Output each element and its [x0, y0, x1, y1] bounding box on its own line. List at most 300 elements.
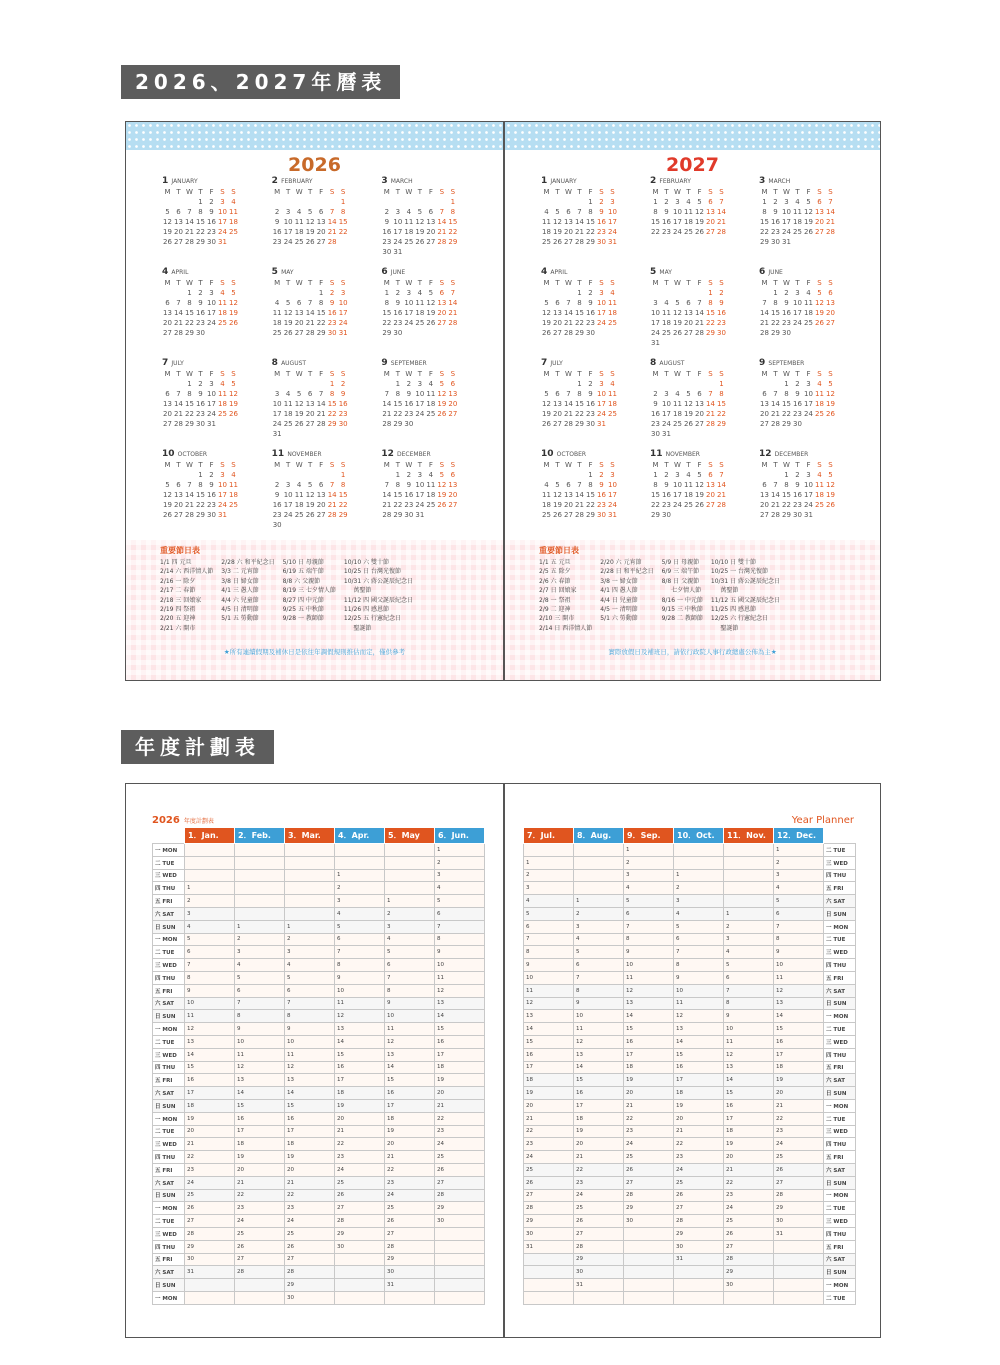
- planner-cell[interactable]: 8: [574, 984, 624, 997]
- planner-cell[interactable]: 18: [674, 1087, 724, 1100]
- planner-cell[interactable]: 19: [774, 1074, 824, 1087]
- planner-cell[interactable]: [335, 856, 385, 869]
- planner-cell[interactable]: 18: [574, 1112, 624, 1125]
- planner-cell[interactable]: 5: [724, 959, 774, 972]
- planner-cell[interactable]: 28: [185, 1227, 235, 1240]
- planner-cell[interactable]: 22: [285, 1189, 335, 1202]
- planner-cell[interactable]: 17: [235, 1125, 285, 1138]
- planner-cell[interactable]: [285, 895, 335, 908]
- planner-cell[interactable]: 14: [435, 1010, 485, 1023]
- planner-cell[interactable]: 7: [185, 959, 235, 972]
- planner-cell[interactable]: 8: [185, 971, 235, 984]
- planner-cell[interactable]: 10: [185, 997, 235, 1010]
- planner-cell[interactable]: [574, 869, 624, 882]
- planner-cell[interactable]: 16: [335, 1061, 385, 1074]
- planner-cell[interactable]: 9: [385, 997, 435, 1010]
- planner-cell[interactable]: 26: [674, 1189, 724, 1202]
- planner-cell[interactable]: [674, 844, 724, 857]
- planner-cell[interactable]: 24: [185, 1176, 235, 1189]
- planner-cell[interactable]: 29: [774, 1202, 824, 1215]
- planner-cell[interactable]: 29: [624, 1202, 674, 1215]
- planner-cell[interactable]: [235, 844, 285, 857]
- planner-cell[interactable]: 3: [774, 869, 824, 882]
- planner-cell[interactable]: 9: [674, 971, 724, 984]
- planner-cell[interactable]: 24: [335, 1163, 385, 1176]
- planner-cell[interactable]: 26: [335, 1189, 385, 1202]
- planner-cell[interactable]: 25: [574, 1202, 624, 1215]
- planner-cell[interactable]: 30: [724, 1279, 774, 1292]
- planner-cell[interactable]: 26: [774, 1163, 824, 1176]
- planner-cell[interactable]: 5: [435, 895, 485, 908]
- planner-cell[interactable]: [235, 1279, 285, 1292]
- planner-cell[interactable]: 25: [235, 1227, 285, 1240]
- planner-cell[interactable]: 14: [724, 1074, 774, 1087]
- planner-cell[interactable]: 4: [435, 882, 485, 895]
- planner-cell[interactable]: [285, 869, 335, 882]
- planner-cell[interactable]: 20: [674, 1112, 724, 1125]
- planner-cell[interactable]: 29: [385, 1253, 435, 1266]
- planner-cell[interactable]: 19: [285, 1151, 335, 1164]
- planner-cell[interactable]: 28: [574, 1240, 624, 1253]
- planner-cell[interactable]: 7: [285, 997, 335, 1010]
- planner-cell[interactable]: 23: [385, 1176, 435, 1189]
- planner-cell[interactable]: 10: [235, 1035, 285, 1048]
- planner-cell[interactable]: 23: [674, 1151, 724, 1164]
- planner-cell[interactable]: 23: [435, 1125, 485, 1138]
- planner-cell[interactable]: 27: [574, 1227, 624, 1240]
- planner-cell[interactable]: 18: [385, 1112, 435, 1125]
- planner-cell[interactable]: 25: [435, 1151, 485, 1164]
- planner-cell[interactable]: 12: [435, 984, 485, 997]
- planner-cell[interactable]: 19: [574, 1125, 624, 1138]
- planner-cell[interactable]: 6: [574, 959, 624, 972]
- planner-cell[interactable]: [435, 1266, 485, 1279]
- planner-cell[interactable]: 21: [185, 1138, 235, 1151]
- planner-cell[interactable]: 17: [774, 1048, 824, 1061]
- planner-cell[interactable]: [724, 869, 774, 882]
- planner-cell[interactable]: 16: [435, 1035, 485, 1048]
- planner-cell[interactable]: 20: [574, 1138, 624, 1151]
- planner-cell[interactable]: 6: [724, 971, 774, 984]
- planner-cell[interactable]: 4: [574, 933, 624, 946]
- planner-cell[interactable]: 26: [185, 1202, 235, 1215]
- planner-cell[interactable]: 22: [724, 1176, 774, 1189]
- planner-cell[interactable]: 25: [524, 1163, 574, 1176]
- planner-cell[interactable]: [524, 844, 574, 857]
- planner-cell[interactable]: [385, 856, 435, 869]
- planner-cell[interactable]: [185, 844, 235, 857]
- planner-cell[interactable]: [674, 856, 724, 869]
- planner-cell[interactable]: 24: [435, 1138, 485, 1151]
- planner-cell[interactable]: [724, 882, 774, 895]
- planner-cell[interactable]: 15: [524, 1035, 574, 1048]
- planner-cell[interactable]: 21: [335, 1125, 385, 1138]
- planner-cell[interactable]: 26: [385, 1215, 435, 1228]
- planner-cell[interactable]: 25: [335, 1176, 385, 1189]
- planner-cell[interactable]: 27: [624, 1176, 674, 1189]
- planner-cell[interactable]: 15: [724, 1087, 774, 1100]
- planner-cell[interactable]: [524, 1279, 574, 1292]
- planner-cell[interactable]: 8: [774, 933, 824, 946]
- planner-cell[interactable]: 19: [524, 1087, 574, 1100]
- planner-cell[interactable]: 16: [674, 1061, 724, 1074]
- planner-cell[interactable]: 24: [235, 1215, 285, 1228]
- planner-cell[interactable]: 7: [624, 920, 674, 933]
- planner-cell[interactable]: 4: [335, 907, 385, 920]
- planner-cell[interactable]: 24: [674, 1163, 724, 1176]
- planner-cell[interactable]: 17: [624, 1048, 674, 1061]
- planner-cell[interactable]: 11: [285, 1048, 335, 1061]
- planner-cell[interactable]: 14: [524, 1023, 574, 1036]
- planner-cell[interactable]: 16: [235, 1112, 285, 1125]
- planner-cell[interactable]: 25: [624, 1151, 674, 1164]
- planner-cell[interactable]: 12: [185, 1023, 235, 1036]
- planner-cell[interactable]: 28: [624, 1189, 674, 1202]
- planner-cell[interactable]: 30: [185, 1253, 235, 1266]
- planner-cell[interactable]: 18: [524, 1074, 574, 1087]
- planner-cell[interactable]: 12: [524, 997, 574, 1010]
- planner-cell[interactable]: [235, 856, 285, 869]
- planner-cell[interactable]: 21: [574, 1151, 624, 1164]
- planner-cell[interactable]: 8: [435, 933, 485, 946]
- planner-cell[interactable]: 13: [624, 997, 674, 1010]
- planner-cell[interactable]: 8: [624, 933, 674, 946]
- planner-cell[interactable]: 27: [674, 1202, 724, 1215]
- planner-cell[interactable]: 2: [235, 933, 285, 946]
- planner-cell[interactable]: 27: [285, 1253, 335, 1266]
- planner-cell[interactable]: 9: [435, 946, 485, 959]
- planner-cell[interactable]: 30: [285, 1291, 335, 1304]
- planner-cell[interactable]: 27: [724, 1240, 774, 1253]
- planner-cell[interactable]: 2: [335, 882, 385, 895]
- planner-cell[interactable]: 29: [285, 1279, 335, 1292]
- planner-cell[interactable]: 4: [285, 959, 335, 972]
- planner-cell[interactable]: 25: [724, 1215, 774, 1228]
- planner-cell[interactable]: 7: [235, 997, 285, 1010]
- planner-cell[interactable]: 30: [624, 1215, 674, 1228]
- planner-cell[interactable]: 25: [674, 1176, 724, 1189]
- planner-cell[interactable]: 20: [385, 1138, 435, 1151]
- planner-cell[interactable]: 26: [574, 1215, 624, 1228]
- planner-cell[interactable]: 4: [235, 959, 285, 972]
- planner-cell[interactable]: 2: [674, 882, 724, 895]
- planner-cell[interactable]: 5: [774, 895, 824, 908]
- planner-cell[interactable]: 22: [385, 1163, 435, 1176]
- planner-cell[interactable]: 10: [385, 1010, 435, 1023]
- planner-cell[interactable]: 8: [335, 959, 385, 972]
- planner-cell[interactable]: 15: [774, 1023, 824, 1036]
- planner-cell[interactable]: [774, 1291, 824, 1304]
- planner-cell[interactable]: 8: [235, 1010, 285, 1023]
- planner-cell[interactable]: 6: [335, 933, 385, 946]
- planner-cell[interactable]: 30: [335, 1240, 385, 1253]
- planner-cell[interactable]: [574, 882, 624, 895]
- planner-cell[interactable]: 15: [435, 1023, 485, 1036]
- planner-cell[interactable]: [385, 1291, 435, 1304]
- planner-cell[interactable]: 8: [674, 959, 724, 972]
- planner-cell[interactable]: 22: [524, 1125, 574, 1138]
- planner-cell[interactable]: 22: [624, 1112, 674, 1125]
- planner-cell[interactable]: [674, 1279, 724, 1292]
- planner-cell[interactable]: [385, 869, 435, 882]
- planner-cell[interactable]: [285, 907, 335, 920]
- planner-cell[interactable]: [624, 1279, 674, 1292]
- planner-cell[interactable]: 28: [335, 1215, 385, 1228]
- planner-cell[interactable]: 9: [285, 1023, 335, 1036]
- planner-cell[interactable]: 4: [385, 933, 435, 946]
- planner-cell[interactable]: 3: [335, 895, 385, 908]
- planner-cell[interactable]: 14: [624, 1010, 674, 1023]
- planner-cell[interactable]: 4: [524, 895, 574, 908]
- planner-cell[interactable]: 4: [724, 946, 774, 959]
- planner-cell[interactable]: 23: [574, 1176, 624, 1189]
- planner-cell[interactable]: 25: [385, 1202, 435, 1215]
- planner-cell[interactable]: 2: [624, 856, 674, 869]
- planner-cell[interactable]: 11: [235, 1048, 285, 1061]
- planner-cell[interactable]: 10: [335, 984, 385, 997]
- planner-cell[interactable]: 7: [774, 920, 824, 933]
- planner-cell[interactable]: 25: [285, 1227, 335, 1240]
- planner-cell[interactable]: 28: [524, 1202, 574, 1215]
- planner-cell[interactable]: [235, 1291, 285, 1304]
- planner-cell[interactable]: 26: [724, 1227, 774, 1240]
- planner-cell[interactable]: 3: [385, 920, 435, 933]
- planner-cell[interactable]: [524, 1253, 574, 1266]
- planner-cell[interactable]: 19: [185, 1112, 235, 1125]
- planner-cell[interactable]: 27: [185, 1215, 235, 1228]
- planner-cell[interactable]: 31: [185, 1266, 235, 1279]
- planner-cell[interactable]: 13: [185, 1035, 235, 1048]
- planner-cell[interactable]: 13: [335, 1023, 385, 1036]
- planner-cell[interactable]: [524, 1266, 574, 1279]
- planner-cell[interactable]: 17: [524, 1061, 574, 1074]
- planner-cell[interactable]: 30: [674, 1240, 724, 1253]
- planner-cell[interactable]: 16: [385, 1087, 435, 1100]
- planner-cell[interactable]: 9: [624, 946, 674, 959]
- planner-cell[interactable]: [674, 1266, 724, 1279]
- planner-cell[interactable]: [335, 844, 385, 857]
- planner-cell[interactable]: 17: [385, 1099, 435, 1112]
- planner-cell[interactable]: 12: [285, 1061, 335, 1074]
- planner-cell[interactable]: 23: [774, 1125, 824, 1138]
- planner-cell[interactable]: 1: [724, 907, 774, 920]
- planner-cell[interactable]: 22: [185, 1151, 235, 1164]
- planner-cell[interactable]: 16: [285, 1112, 335, 1125]
- planner-cell[interactable]: [624, 1253, 674, 1266]
- planner-cell[interactable]: 3: [574, 920, 624, 933]
- planner-cell[interactable]: 18: [774, 1061, 824, 1074]
- planner-cell[interactable]: 29: [435, 1202, 485, 1215]
- planner-cell[interactable]: 15: [235, 1099, 285, 1112]
- planner-cell[interactable]: 14: [385, 1061, 435, 1074]
- planner-cell[interactable]: [185, 1279, 235, 1292]
- planner-cell[interactable]: [724, 895, 774, 908]
- planner-cell[interactable]: 16: [724, 1099, 774, 1112]
- planner-cell[interactable]: 28: [235, 1266, 285, 1279]
- planner-cell[interactable]: 6: [235, 984, 285, 997]
- planner-cell[interactable]: 1: [524, 856, 574, 869]
- planner-cell[interactable]: 19: [435, 1074, 485, 1087]
- planner-cell[interactable]: 10: [774, 959, 824, 972]
- planner-cell[interactable]: 18: [335, 1087, 385, 1100]
- planner-cell[interactable]: [435, 1291, 485, 1304]
- planner-cell[interactable]: 2: [724, 920, 774, 933]
- planner-cell[interactable]: 22: [674, 1138, 724, 1151]
- planner-cell[interactable]: 3: [185, 907, 235, 920]
- planner-cell[interactable]: 13: [435, 997, 485, 1010]
- planner-cell[interactable]: 10: [724, 1023, 774, 1036]
- planner-cell[interactable]: 31: [385, 1279, 435, 1292]
- planner-cell[interactable]: 5: [524, 907, 574, 920]
- planner-cell[interactable]: 3: [435, 869, 485, 882]
- planner-cell[interactable]: 19: [335, 1099, 385, 1112]
- planner-cell[interactable]: 3: [724, 933, 774, 946]
- planner-cell[interactable]: 24: [285, 1215, 335, 1228]
- planner-cell[interactable]: 26: [624, 1163, 674, 1176]
- planner-cell[interactable]: 11: [335, 997, 385, 1010]
- planner-cell[interactable]: 19: [624, 1074, 674, 1087]
- planner-cell[interactable]: 13: [674, 1023, 724, 1036]
- planner-cell[interactable]: 21: [724, 1163, 774, 1176]
- planner-cell[interactable]: [574, 856, 624, 869]
- planner-cell[interactable]: 29: [185, 1240, 235, 1253]
- planner-cell[interactable]: 15: [574, 1074, 624, 1087]
- planner-cell[interactable]: 31: [674, 1253, 724, 1266]
- planner-cell[interactable]: 9: [335, 971, 385, 984]
- planner-cell[interactable]: 2: [524, 869, 574, 882]
- planner-cell[interactable]: [235, 882, 285, 895]
- planner-cell[interactable]: 20: [235, 1163, 285, 1176]
- planner-cell[interactable]: 12: [774, 984, 824, 997]
- planner-cell[interactable]: 21: [524, 1112, 574, 1125]
- planner-cell[interactable]: 12: [235, 1061, 285, 1074]
- planner-cell[interactable]: 5: [385, 946, 435, 959]
- planner-cell[interactable]: [524, 1291, 574, 1304]
- planner-cell[interactable]: 19: [385, 1125, 435, 1138]
- planner-cell[interactable]: 2: [385, 907, 435, 920]
- planner-cell[interactable]: 11: [674, 997, 724, 1010]
- planner-cell[interactable]: [435, 1240, 485, 1253]
- planner-cell[interactable]: 6: [624, 907, 674, 920]
- planner-cell[interactable]: 2: [574, 907, 624, 920]
- planner-cell[interactable]: 4: [185, 920, 235, 933]
- planner-cell[interactable]: 23: [285, 1202, 335, 1215]
- planner-cell[interactable]: 28: [724, 1253, 774, 1266]
- planner-cell[interactable]: 21: [385, 1151, 435, 1164]
- planner-cell[interactable]: 21: [624, 1099, 674, 1112]
- planner-cell[interactable]: 12: [724, 1048, 774, 1061]
- planner-cell[interactable]: 5: [285, 971, 335, 984]
- planner-cell[interactable]: 11: [574, 1023, 624, 1036]
- planner-cell[interactable]: 14: [335, 1035, 385, 1048]
- planner-cell[interactable]: 3: [285, 946, 335, 959]
- planner-cell[interactable]: 1: [385, 895, 435, 908]
- planner-cell[interactable]: 8: [524, 946, 574, 959]
- planner-cell[interactable]: 17: [185, 1087, 235, 1100]
- planner-cell[interactable]: 15: [285, 1099, 335, 1112]
- planner-cell[interactable]: 11: [624, 971, 674, 984]
- planner-cell[interactable]: 30: [435, 1215, 485, 1228]
- planner-cell[interactable]: 21: [674, 1125, 724, 1138]
- planner-cell[interactable]: 11: [524, 984, 574, 997]
- planner-cell[interactable]: 6: [435, 907, 485, 920]
- planner-cell[interactable]: 26: [285, 1240, 335, 1253]
- planner-cell[interactable]: 1: [574, 895, 624, 908]
- planner-cell[interactable]: [285, 882, 335, 895]
- planner-cell[interactable]: 18: [185, 1099, 235, 1112]
- planner-cell[interactable]: 9: [185, 984, 235, 997]
- planner-cell[interactable]: 15: [674, 1048, 724, 1061]
- planner-cell[interactable]: 9: [724, 1010, 774, 1023]
- planner-cell[interactable]: 10: [435, 959, 485, 972]
- planner-cell[interactable]: [624, 1240, 674, 1253]
- planner-cell[interactable]: 26: [235, 1240, 285, 1253]
- planner-cell[interactable]: 2: [185, 895, 235, 908]
- planner-cell[interactable]: 27: [435, 1176, 485, 1189]
- planner-cell[interactable]: [624, 1291, 674, 1304]
- planner-cell[interactable]: 1: [335, 869, 385, 882]
- planner-cell[interactable]: 3: [235, 946, 285, 959]
- planner-cell[interactable]: 11: [774, 971, 824, 984]
- planner-cell[interactable]: 10: [574, 1010, 624, 1023]
- planner-cell[interactable]: 18: [624, 1061, 674, 1074]
- planner-cell[interactable]: 5: [335, 920, 385, 933]
- planner-cell[interactable]: 5: [674, 920, 724, 933]
- planner-cell[interactable]: 20: [335, 1112, 385, 1125]
- planner-cell[interactable]: 2: [435, 856, 485, 869]
- planner-cell[interactable]: 30: [574, 1266, 624, 1279]
- planner-cell[interactable]: 21: [774, 1099, 824, 1112]
- planner-cell[interactable]: 23: [624, 1125, 674, 1138]
- planner-cell[interactable]: 19: [235, 1151, 285, 1164]
- planner-cell[interactable]: 16: [524, 1048, 574, 1061]
- planner-cell[interactable]: [674, 1291, 724, 1304]
- planner-cell[interactable]: 12: [674, 1010, 724, 1023]
- planner-cell[interactable]: 3: [524, 882, 574, 895]
- planner-cell[interactable]: 14: [185, 1048, 235, 1061]
- planner-cell[interactable]: 22: [235, 1189, 285, 1202]
- planner-cell[interactable]: 14: [774, 1010, 824, 1023]
- planner-cell[interactable]: 4: [774, 882, 824, 895]
- planner-cell[interactable]: 27: [235, 1253, 285, 1266]
- planner-cell[interactable]: 15: [335, 1048, 385, 1061]
- planner-cell[interactable]: [235, 869, 285, 882]
- planner-cell[interactable]: 9: [774, 946, 824, 959]
- planner-cell[interactable]: 6: [674, 933, 724, 946]
- planner-cell[interactable]: [235, 895, 285, 908]
- planner-cell[interactable]: 26: [524, 1176, 574, 1189]
- planner-cell[interactable]: 4: [624, 882, 674, 895]
- planner-cell[interactable]: 16: [774, 1035, 824, 1048]
- planner-cell[interactable]: 31: [774, 1227, 824, 1240]
- planner-cell[interactable]: 6: [285, 984, 335, 997]
- planner-cell[interactable]: 24: [524, 1151, 574, 1164]
- planner-cell[interactable]: [774, 1240, 824, 1253]
- planner-cell[interactable]: 26: [435, 1163, 485, 1176]
- planner-cell[interactable]: [185, 856, 235, 869]
- planner-cell[interactable]: [774, 1266, 824, 1279]
- planner-cell[interactable]: [385, 844, 435, 857]
- planner-cell[interactable]: 28: [435, 1189, 485, 1202]
- planner-cell[interactable]: [574, 1291, 624, 1304]
- planner-cell[interactable]: 12: [624, 984, 674, 997]
- planner-cell[interactable]: [285, 856, 335, 869]
- planner-cell[interactable]: 22: [435, 1112, 485, 1125]
- planner-cell[interactable]: 20: [285, 1163, 335, 1176]
- planner-cell[interactable]: 16: [574, 1087, 624, 1100]
- planner-cell[interactable]: 25: [774, 1151, 824, 1164]
- planner-cell[interactable]: 27: [774, 1176, 824, 1189]
